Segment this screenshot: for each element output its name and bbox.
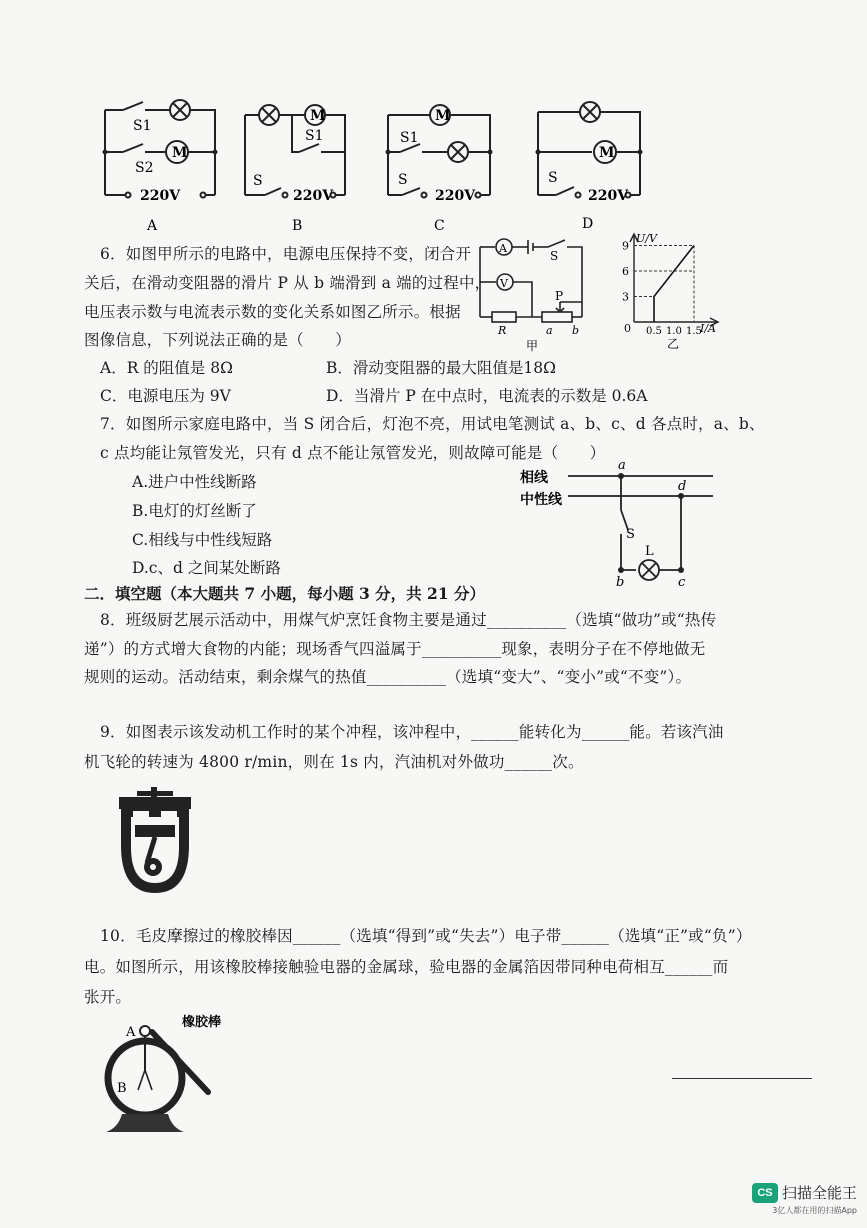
svg-text:S: S — [626, 527, 635, 542]
svg-text:M: M — [435, 108, 451, 124]
svg-text:P: P — [555, 289, 564, 303]
electroscope-figure — [100, 1010, 230, 1140]
scanner-logo-icon: CS — [752, 1183, 778, 1203]
q8-line-2: 递”）的方式增大食物的内能；现场香气四溢属于__________现象，表明分子在不停地做无 — [84, 640, 706, 658]
y-tick-label: 6 — [622, 265, 629, 278]
svg-text:220V: 220V — [140, 188, 181, 204]
svg-text:C: C — [434, 218, 445, 234]
svg-text:乙: 乙 — [667, 337, 680, 351]
x-tick-label: 1.0 — [666, 326, 682, 337]
q7-option-a: A.进户中性线断路 — [132, 473, 257, 491]
svg-text:橡胶棒: 橡胶棒 — [182, 1015, 222, 1030]
scanner-brand-name: 扫描全能王 — [781, 1184, 857, 1202]
svg-text:M: M — [599, 145, 615, 161]
svg-text:M: M — [310, 108, 326, 124]
svg-text:L: L — [645, 544, 654, 559]
y-tick-label: 9 — [622, 239, 629, 253]
q6-circuit-figure — [470, 232, 595, 352]
q6-line-1: 6．如图甲所示的电路中，电源电压保持不变，闭合开 — [100, 245, 472, 263]
q7-option-d: D.c、d 之间某处断路 — [132, 559, 281, 577]
svg-text:c: c — [678, 575, 686, 590]
engine-stroke-figure — [115, 785, 195, 900]
svg-text:a: a — [546, 324, 553, 337]
q10-line-2: 电。如图所示，用该橡胶棒接触验电器的金属球，验电器的金属箔因带同种电荷相互______而 — [84, 958, 729, 976]
y-tick-label: 3 — [622, 290, 629, 304]
svg-text:S: S — [548, 170, 558, 186]
q7-option-c: C.相线与中性线短路 — [132, 531, 273, 549]
scanner-watermark — [752, 1182, 857, 1216]
svg-text:S1: S1 — [305, 128, 324, 144]
svg-text:I/A: I/A — [700, 322, 716, 335]
q6-option-d: D．当滑片 P 在中点时，电流表的示数是 0.6A — [326, 387, 648, 405]
q9-line-1: 9．如图表示该发动机工作时的某个冲程，该冲程中，______能转化为______能。若该汽油 — [100, 723, 724, 741]
svg-text:220V: 220V — [293, 188, 334, 204]
circuit-b — [237, 90, 367, 235]
q7-house-circuit — [518, 458, 718, 588]
svg-text:d: d — [678, 479, 687, 494]
svg-text:A: A — [147, 218, 158, 234]
circuit-c — [380, 90, 510, 235]
svg-text:D: D — [582, 216, 594, 232]
svg-text:R: R — [498, 324, 507, 337]
q7-option-b: B.电灯的灯丝断了 — [132, 502, 257, 520]
svg-text:V: V — [500, 277, 508, 290]
svg-text:0: 0 — [624, 322, 631, 335]
q9-line-2: 机飞轮的转速为 4800 r/min，则在 1s 内，汽油机对外做功______次。 — [84, 753, 584, 771]
svg-text:A: A — [499, 242, 507, 255]
circuit-d — [530, 90, 660, 235]
q7-line-1: 7．如图所示家庭电路中，当 S 闭合后，灯泡不亮，用试电笔测试 a、b、c、d 各点时，a、b、 — [100, 415, 765, 433]
q6-option-a: A．R 的阻值是 8Ω — [100, 359, 233, 377]
svg-text:220V: 220V — [435, 188, 476, 204]
svg-text:中性线: 中性线 — [520, 492, 562, 508]
section-2-title: 二．填空题（本大题共 7 小题，每小题 3 分，共 21 分） — [84, 584, 486, 603]
q6-line-3: 电压表示数与电流表示数的变化关系如图乙所示。根据 — [84, 303, 461, 321]
svg-text:S: S — [398, 172, 408, 188]
svg-text:S1: S1 — [133, 118, 152, 134]
svg-text:S: S — [253, 173, 263, 189]
svg-text:M: M — [172, 145, 188, 161]
series-line — [654, 246, 694, 323]
svg-text:U/V: U/V — [636, 232, 657, 245]
answer-line — [672, 1078, 812, 1079]
svg-text:A: A — [126, 1025, 136, 1040]
q10-line-1: 10．毛皮摩擦过的橡胶棒因______（选填“得到”或“失去”）电子带______（选填“正”或“负”） — [100, 927, 752, 945]
q6-line-2: 关后，在滑动变阻器的滑片 P 从 b 端滑到 a 端的过程中， — [84, 274, 491, 292]
q7-line-2: c 点均能让氖管发光，只有 d 点不能让氖管发光，则故障可能是（ ） — [100, 444, 606, 462]
circuit-a — [95, 90, 225, 235]
svg-text:S1: S1 — [400, 130, 419, 146]
svg-text:B: B — [292, 218, 303, 234]
svg-text:S2: S2 — [135, 160, 154, 176]
q10-line-3: 张开。 — [84, 988, 132, 1006]
x-tick-label: 1.5 — [686, 326, 702, 337]
scanner-brand-tagline: 3亿人都在用的扫描App — [772, 1206, 857, 1215]
svg-text:S: S — [550, 249, 559, 263]
q6-option-b: B．滑动变阻器的最大阻值是18Ω — [326, 359, 556, 377]
svg-text:B: B — [117, 1081, 127, 1096]
q6-line-4: 图像信息，下列说法正确的是（ ） — [84, 331, 351, 349]
svg-text:a: a — [618, 458, 626, 473]
svg-text:b: b — [572, 324, 580, 337]
q8-line-3: 规则的运动。活动结束，剩余煤气的热值__________（选填“变大”、“变小”或“不变”）。 — [84, 668, 692, 686]
q8-line-1: 8．班级厨艺展示活动中，用煤气炉烹饪食物主要是通过__________（选填“做功”或“热传 — [100, 611, 717, 629]
svg-text:b: b — [616, 575, 625, 590]
svg-text:相线: 相线 — [520, 470, 548, 486]
q6-ui-graph — [612, 230, 727, 350]
svg-text:220V: 220V — [588, 188, 629, 204]
q6-option-c: C．电源电压为 9V — [100, 387, 231, 405]
svg-text:甲: 甲 — [526, 339, 539, 353]
x-tick-label: 0.5 — [646, 326, 662, 337]
